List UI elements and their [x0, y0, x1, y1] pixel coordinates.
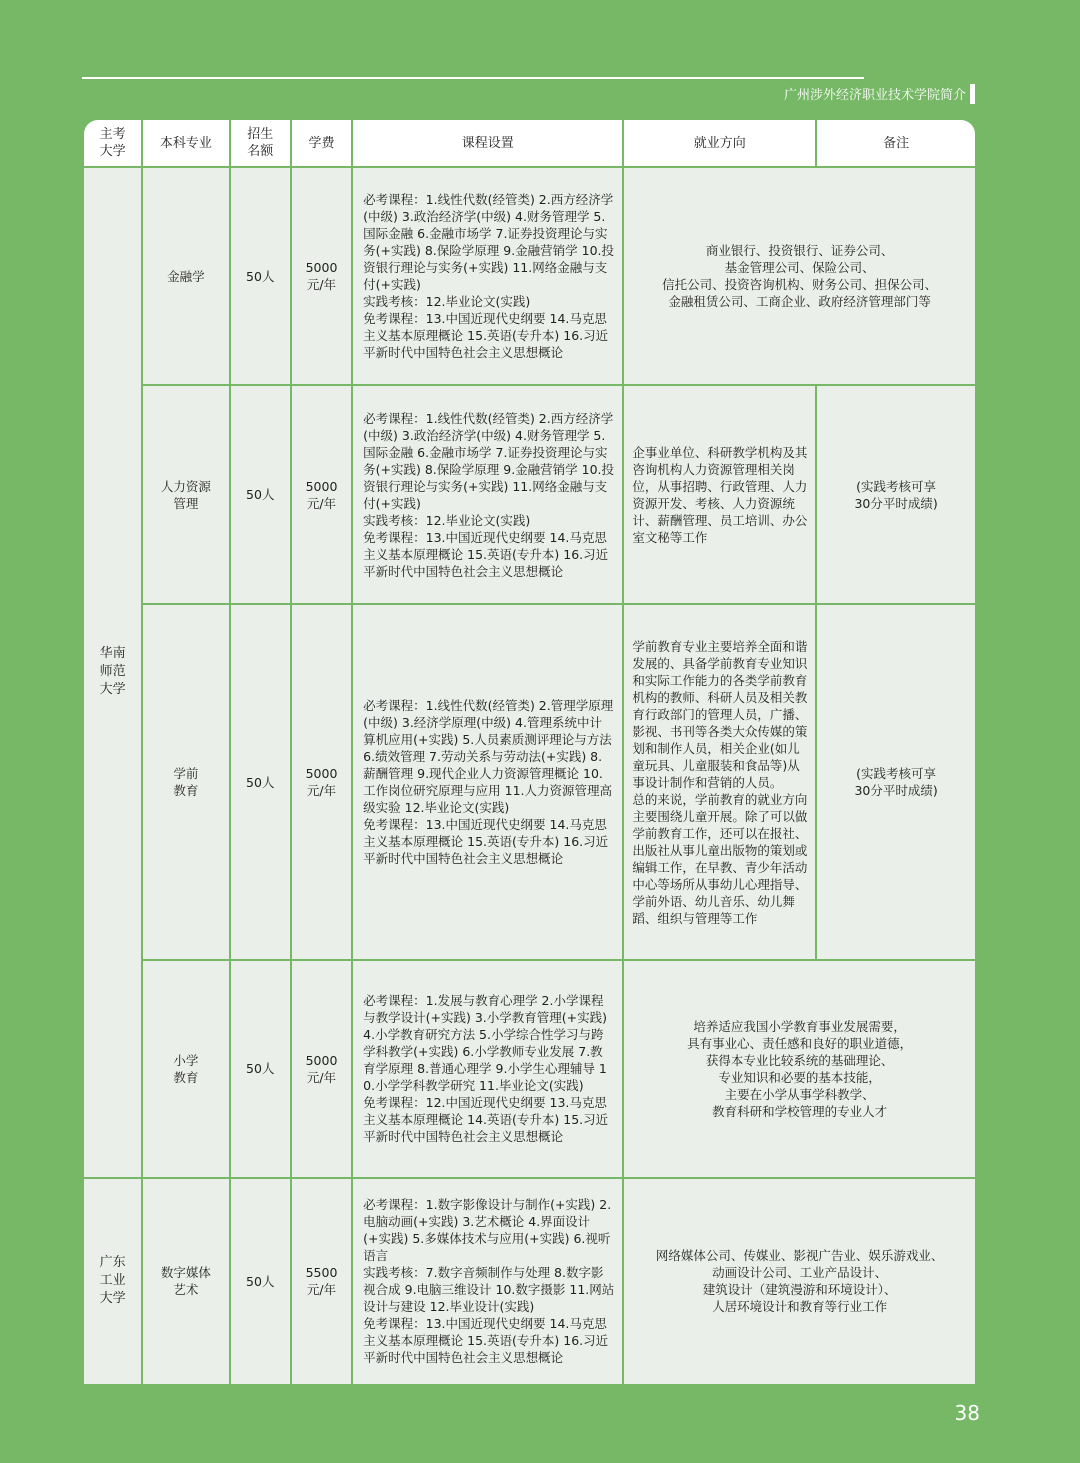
- table-row: [84, 605, 975, 960]
- jobs-cell: 网络媒体公司、传媒业、影视广告业、娱乐游戏业、 动画设计公司、工业产品设计、 建筑设计（建筑漫游和环境设计）、 人居环境设计和教育等行业工作: [624, 1179, 975, 1384]
- jobs-cell: 商业银行、投资银行、证券公司、 基金管理公司、保险公司、 信托公司、投资咨询机构、财务公司、担保公司、 金融租赁公司、工商企业、政府经济管理部门等: [624, 168, 975, 384]
- program-table-wrap: [82, 118, 977, 1386]
- table-row: [84, 1179, 975, 1384]
- table-row: [84, 168, 975, 384]
- university-cell: 广东 工业 大学: [84, 1179, 141, 1384]
- major-cell: 数字媒体 艺术: [143, 1179, 228, 1384]
- quota-cell: 50人: [231, 961, 290, 1176]
- major-cell: 金融学: [143, 168, 228, 384]
- table-row: [84, 386, 975, 602]
- jobs-cell: 培养适应我国小学教育事业发展需要， 具有事业心、责任感和良好的职业道德， 获得本专业比较系统的基础理论、 专业知识和必要的基本技能， 主要在小学从事学科教学、 教育科研和学校管理的专业人才: [624, 961, 975, 1176]
- table-row: [84, 961, 975, 1176]
- major-cell: 小学 教育: [143, 961, 228, 1176]
- header-notes: 备注: [817, 120, 975, 166]
- major-cell: 人力资源 管理: [143, 386, 228, 602]
- brochure-title: 广州涉外经济职业技术学院简介: [783, 88, 966, 103]
- courses-cell: 必考课程：1.线性代数(经管类) 2.西方经济学(中级) 3.政治经济学(中级) 4.财务管理学 5.国际金融 6.金融市场学 7.证券投资理论与实务(+实践) 8.保险学原理 9.金融营销学 10.投资银行理论与实务(+实践) 11.网络金融与支付(+实践) 实践考核：12.毕业论文(实践) 免考课程：13.中国近现代史纲要 14.马克思主义基本原理概论 15.英语(专升本) 16.习近平新时代中国特色社会主义思想概论: [353, 168, 622, 384]
- header-courses: 课程设置: [353, 120, 622, 166]
- fee-cell: 5000 元/年: [292, 605, 351, 960]
- courses-cell: 必考课程：1.发展与教育心理学 2.小学课程与教学设计(+实践) 3.小学教育管理(+实践) 4.小学教育研究方法 5.小学综合性学习与跨学科教学(+实践) 6.小学教师专业发展 7.教育学原理 8.普通心理学 9.小学生心理辅导 10.小学学科教学研究 11.毕业论文(实践) 免考课程：12.中国近现代史纲要 13.马克思主义基本原理概论 14.英语(专升本) 15.习近平新时代中国特色社会主义思想概论: [353, 961, 622, 1176]
- note-cell: (实践考核可享 30分平时成绩): [817, 386, 975, 602]
- header-university: 主考 大学: [84, 120, 141, 166]
- jobs-cell: 企事业单位、科研教学机构及其咨询机构人力资源管理相关岗位，从事招聘、行政管理、人力资源开发、考核、人力资源统计、薪酬管理、员工培训、办公室文秘等工作: [624, 386, 815, 602]
- quota-cell: 50人: [231, 1179, 290, 1384]
- major-cell: 学前 教育: [143, 605, 228, 960]
- quota-cell: 50人: [231, 386, 290, 602]
- header-major: 本科专业: [143, 120, 228, 166]
- header-quota: 招生 名额: [231, 120, 290, 166]
- university-cell: 华南 师范 大学: [84, 168, 141, 1177]
- quota-cell: 50人: [231, 168, 290, 384]
- program-table: [82, 118, 977, 1386]
- header-rule: [82, 77, 864, 79]
- note-cell: (实践考核可享 30分平时成绩): [817, 605, 975, 960]
- header-accent-bar: [970, 84, 975, 104]
- courses-cell: 必考课程：1.数字影像设计与制作(+实践) 2.电脑动画(+实践) 3.艺术概论 4.界面设计(+实践) 5.多媒体技术与应用(+实践) 6.视听语言 实践考核：7.数字音频制作与处理 8.数字影视合成 9.电脑三维设计 10.数字摄影 11.网站设计与建设 12.毕业设计(实践) 免考课程：13.中国近现代史纲要 14.马克思主义基本原理概论 15.英语(专升本) 16.习近平新时代中国特色社会主义思想概论: [353, 1179, 622, 1384]
- page-number: 38: [954, 1401, 980, 1425]
- table-header-row: [84, 120, 975, 166]
- courses-cell: 必考课程：1.线性代数(经管类) 2.西方经济学(中级) 3.政治经济学(中级) 4.财务管理学 5.国际金融 6.金融市场学 7.证券投资理论与实务(+实践) 8.保险学原理 9.金融营销学 10.投资银行理论与实务(+实践) 11.网络金融与支付(+实践) 实践考核：12.毕业论文(实践) 免考课程：13.中国近现代史纲要 14.马克思主义基本原理概论 15.英语(专升本) 16.习近平新时代中国特色社会主义思想概论: [353, 386, 622, 602]
- fee-cell: 5000 元/年: [292, 961, 351, 1176]
- header-fee: 学费: [292, 120, 351, 166]
- jobs-cell: 学前教育专业主要培养全面和谐发展的、具备学前教育专业知识和实际工作能力的各类学前教育机构的教师、科研人员及相关教育行政部门的管理人员，广播、影视、书刊等各类大众传媒的策划和制作人员，相关企业(如儿童玩具、儿童服装和食品等)从事设计制作和营销的人员。 总的来说，学前教育的就业方向主要围绕儿童开展。除了可以做学前教育工作，还可以在报社、出版社从事儿童出版物的策划或编辑工作，在早教、青少年活动中心等场所从事幼儿心理指导、学前外语、幼儿音乐、幼儿舞蹈、组织与管理等工作: [624, 605, 815, 960]
- quota-cell: 50人: [231, 605, 290, 960]
- fee-cell: 5000 元/年: [292, 386, 351, 602]
- fee-cell: 5500 元/年: [292, 1179, 351, 1384]
- fee-cell: 5000 元/年: [292, 168, 351, 384]
- header-jobs: 就业方向: [624, 120, 815, 166]
- courses-cell: 必考课程：1.线性代数(经管类) 2.管理学原理(中级) 3.经济学原理(中级) 4.管理系统中计算机应用(+实践) 5.人员素质测评理论与方法 6.绩效管理 7.劳动关系与劳动法(+实践) 8.薪酬管理 9.现代企业人力资源管理概论 10.工作岗位研究原理与应用 11.人力资源管理高级实验 12.毕业论文(实践) 免考课程：13.中国近现代史纲要 14.马克思主义基本原理概论 15.英语(专升本) 16.习近平新时代中国特色社会主义思想概论: [353, 605, 622, 960]
